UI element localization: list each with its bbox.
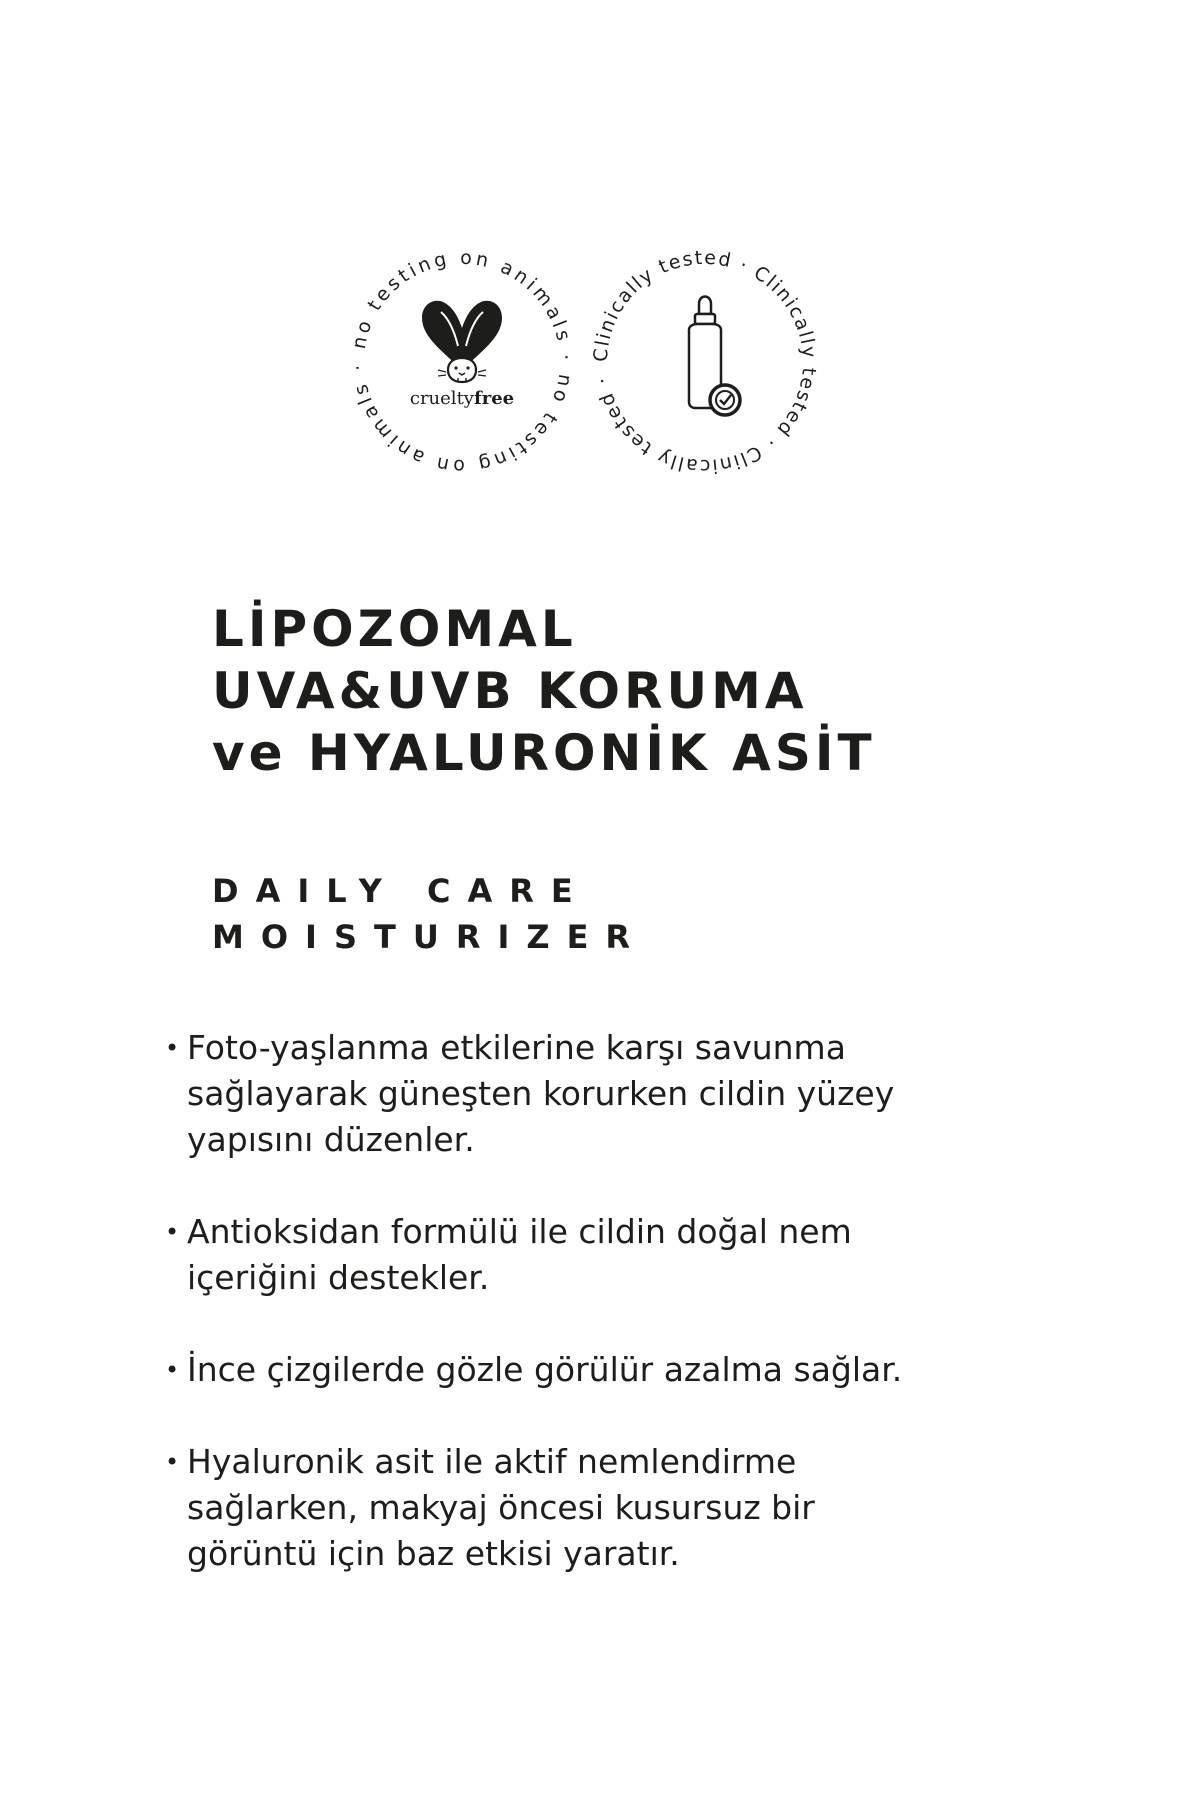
benefit-line: görüntü için baz etkisi yaratır. [187,1534,680,1573]
benefit-line: Antioksidan formülü ile cildin doğal nem [187,1212,852,1251]
subtitle-line-1: DAILY CARE [212,872,590,910]
clinically-tested-badge-graphic [585,242,825,482]
bullet-icon: • [165,1218,180,1246]
benefit-line: içeriğini destekler. [187,1258,490,1297]
benefit-line: yapısını düzenler. [187,1120,475,1159]
cruelty-free-badge [342,242,582,482]
benefits-list [165,1025,1045,1623]
title-line-2: UVA&UVB KORUMA [212,662,808,720]
product-title [212,598,876,784]
title-line-3: ve HYALURONİK ASİT [212,724,876,782]
cruelty-free-badge-graphic [342,242,582,482]
dropper-bottle-check-icon [689,297,740,416]
clinically-tested-badge [585,242,825,482]
benefit-item [165,1209,1045,1301]
bunny-heart-icon [422,301,502,382]
cruelty-free-ring-text: no testing on animals · no testing on animals · [347,246,578,478]
benefit-line: sağlayarak güneşten korurken cildin yüzey [187,1074,895,1113]
benefit-item [165,1347,1045,1393]
benefit-line: Hyaluronik asit ile aktif nemlendirme [187,1442,797,1481]
title-line-1: LİPOZOMAL [212,600,577,658]
bullet-icon: • [165,1356,180,1384]
benefit-item [165,1025,1045,1163]
benefit-line: Foto-yaşlanma etkilerine karşı savunma [187,1028,846,1067]
benefit-line: İnce çizgilerde gözle görülür azalma sağlar. [187,1350,903,1389]
product-subtitle [212,868,647,960]
benefit-line: sağlarken, makyaj öncesi kusursuz bir [187,1488,815,1527]
cruelty-free-logo-text: crueltyfree [409,388,515,409]
certification-badges [0,0,1200,520]
clinically-tested-ring-text: Clinically tested · Clinically tested · Clinically tested · [589,246,821,478]
benefit-item [165,1439,1045,1577]
bullet-icon: • [165,1034,180,1062]
bullet-icon: • [165,1448,180,1476]
subtitle-line-2: MOISTURIZER [212,918,648,956]
